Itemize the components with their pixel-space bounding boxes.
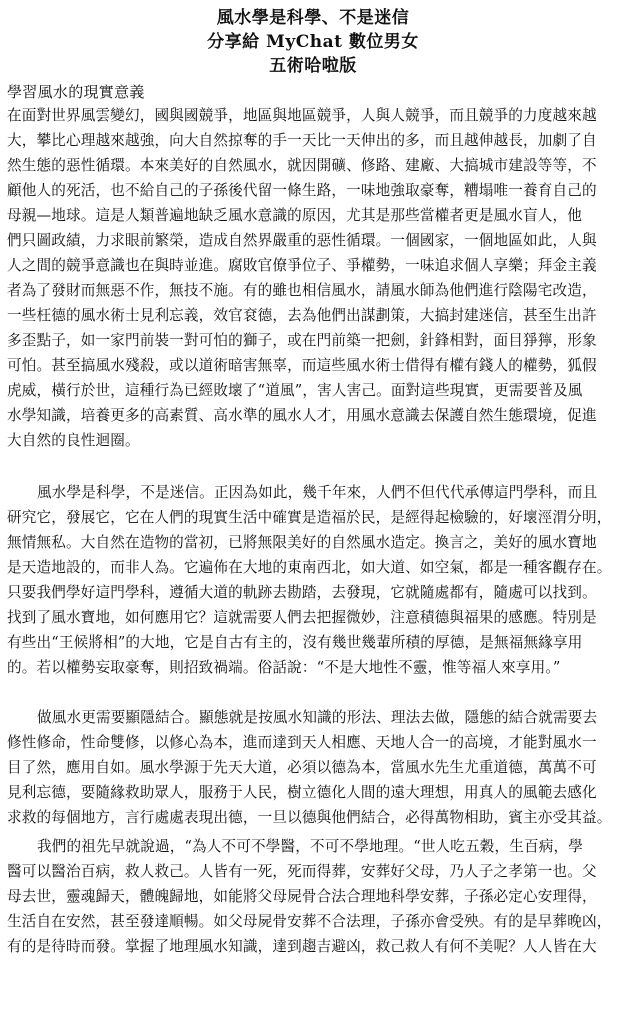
paragraph-gap <box>7 453 619 480</box>
paragraph-line: 醫可以醫治百病，救人救己。人皆有一死，死而得葬，安葬好父母，乃人子之孝第一也。父 <box>7 863 597 880</box>
paragraph-line: 虎威，橫行於世，這種行為已經敗壞了“道風”，害人害己。面對這些現實，更需要普及風 <box>7 382 583 399</box>
paragraph-line: 大，攀比心理越來越強，向大自然掠奪的手一天比一天伸出的多，而且越伸越長，加劇了自 <box>7 132 597 149</box>
paragraph-line: 可怕。甚至搞風水殘殺，或以道術暗害無辜，而這些風水術士借得有權有錢人的權勢，狐假 <box>7 357 597 374</box>
paragraph-line: 水學知識，培養更多的高素質、高水準的風水人才，用風水意識去保護自然生態環境，促進 <box>7 407 597 424</box>
section-heading: 學習風水的現實意義 <box>7 83 145 101</box>
paragraph-line: 一些枉德的風水術士見利忘義，效官袞德，去為他們出謀劃策，大搞封建迷信，甚至生出許 <box>7 307 597 324</box>
paragraph-line: 者為了發財而無惡不作，無技不施。有的雖也相信風水，請風水師為他們進行陰陽宅改造， <box>7 282 597 299</box>
paragraph-line: 有的是待時而發。掌握了地理風水知識，達到趨吉避凶，救己救人有何不美呢？人人皆在大 <box>7 938 597 955</box>
paragraph-line: 修性修命，性命雙修，以修心為本，進而達到天人相應、天地人合一的高境，才能對風水一 <box>7 734 597 751</box>
title-line-3: 五術哈啦版 <box>269 56 357 76</box>
paragraph-line: 求救的每個地方，言行處處表現出德，一旦以德與他們結合，必得萬物相助，賓主亦受其益。 <box>7 809 612 826</box>
paragraph-line: 人之間的競爭意識也在與時並進。腐敗官僚爭位子、爭權勢，一味追求個人享樂；拜金主義 <box>7 257 597 274</box>
paragraph-3 <box>7 705 619 830</box>
document-title <box>7 6 619 78</box>
paragraph-line: 在面對世界風雲變幻，國與國競爭，地區與地區競爭，人與人競爭，而且競爭的力度越來越 <box>7 107 597 124</box>
paragraph-line: 風水學是科學，不是迷信。正因為如此，幾千年來，人們不但代代承傳這門學科，而且 <box>37 484 598 501</box>
paragraph-line: 找到了風水寶地，如何應用它？這就需要人們去把握微妙，注意積德與福果的感應。特別是 <box>7 609 597 626</box>
paragraph-line: 們只圖政績，力求眼前繁榮，造成自然界嚴重的惡性循環。一個國家，一個地區如此，人與 <box>7 232 597 249</box>
paragraph-1 <box>7 103 619 453</box>
paragraph-line: 母去世，靈魂歸天，體魄歸地，如能將父母屍骨合法合理地科學安葬，子孫必定心安理得， <box>7 888 597 905</box>
paragraph-line: 母親—地球。這是人類普遍地缺乏風水意識的原因，尤其是那些當權者更是風水盲人，他 <box>7 207 583 224</box>
title-line-2: 分享給 MyChat 數位男女 <box>207 32 419 52</box>
paragraph-line: 我們的祖先早就說過，“為人不可不學醫，不可不學地理。“世人吃五穀，生百病，學 <box>37 838 583 855</box>
paragraph-line: 目了然，應用自如。風水學源于先天大道，必須以德為本，當風水先生尤重道德，萬萬不可 <box>7 759 597 776</box>
paragraph-4 <box>7 834 619 959</box>
paragraph-line: 是天造地設的，而非人為。它遍佈在大地的東南西北，如大道、如空氣，都是一種客觀存在。 <box>7 559 612 576</box>
paragraph-line: 無情無私。大自然在造物的當初，已將無限美好的自然風水造定。換言之，美好的風水寶地 <box>7 534 597 551</box>
paragraph-line: 的。若以權勢妄取豪奪，則招致禍端。俗話說：“不是大地性不靈，惟等福人來享用。” <box>7 659 561 676</box>
paragraph-line: 然生態的惡性循環。本來美好的自然風水，就因開礦、修路、建廠、大搞城市建設等等，不 <box>7 157 597 174</box>
paragraph-line: 多歪點子，如一家門前裝一對可怕的獅子，或在門前築一把劍，針鋒相對，面目猙獰，形象 <box>7 332 597 349</box>
paragraph-line: 大自然的良性迴圈。 <box>7 432 140 449</box>
paragraph-line: 顧他人的死活，也不給自己的子孫後代留一條生路，一味地強取豪奪，糟塌唯一養育自己的 <box>7 182 597 199</box>
paragraph-line: 做風水更需要顯隱結合。顯態就是按風水知識的形法、理法去做，隱態的結合就需要去 <box>37 709 598 726</box>
title-line-1: 風水學是科學、不是迷信 <box>216 8 410 28</box>
paragraph-line: 見利忘德，要隨緣救助眾人，服務于人民，樹立德化人間的遠大理想，用真人的風範去感化 <box>7 784 597 801</box>
paragraph-2 <box>7 480 619 680</box>
paragraph-line: 生活自在安然，甚至發達順暢。如父母屍骨安葬不合法理，子孫亦會受殃。有的是早葬晚凶， <box>7 913 612 930</box>
paragraph-line: 只要我們學好這門學科，遵循大道的軌跡去勘踏，去發現，它就隨處都有，隨處可以找到。 <box>7 584 597 601</box>
paragraph-gap <box>7 680 619 705</box>
paragraph-line: 有些出“王候將相”的大地，它是自古有主的，沒有幾世幾輩所積的厚德，是無福無緣享用 <box>7 634 583 651</box>
paragraph-line: 研究它，發展它，它在人們的現實生活中確實是造福於民，是經得起檢驗的，好壞涇渭分明， <box>7 509 612 526</box>
